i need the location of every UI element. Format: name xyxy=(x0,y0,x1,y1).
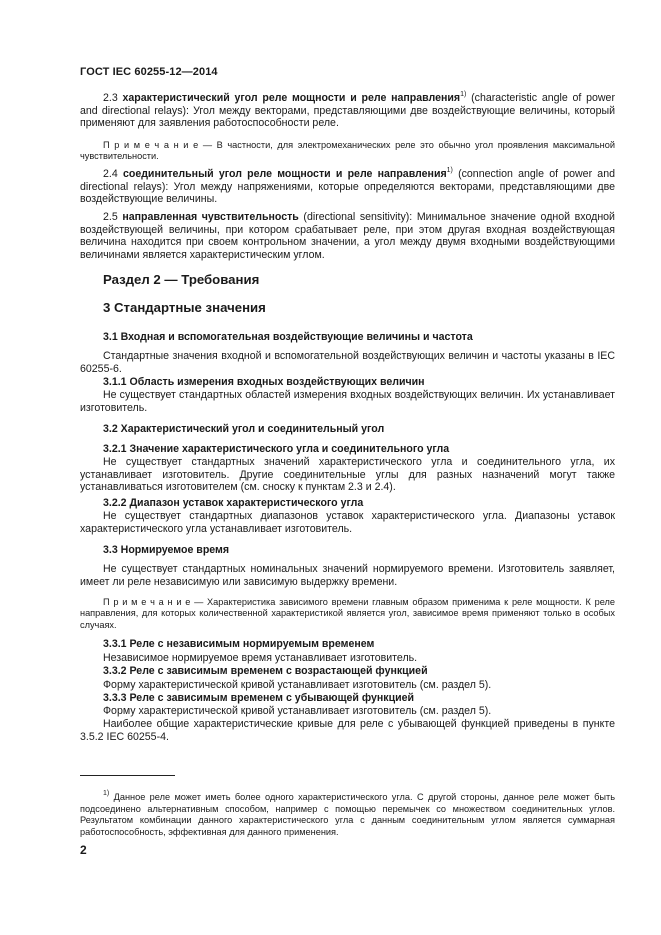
heading-3-1: 3.1 Входная и вспомогательная воздействующие величины и частота xyxy=(103,331,473,343)
section-2-title: Раздел 2 — Требования xyxy=(103,272,260,287)
heading-3-3: 3.3 Нормируемое время xyxy=(103,544,230,556)
para-3-1: Стандартные значения входной и вспомогательной воздействующих величин и частоты указаны в IEC 60255-6. xyxy=(80,350,615,375)
footnote-marker: 1) xyxy=(103,790,110,798)
note-2 xyxy=(80,597,615,631)
para-3-3-1: Независимое нормируемое время устанавливает изготовитель. xyxy=(103,652,418,664)
clause-number: 2.3 xyxy=(103,92,118,104)
note-label: П р и м е ч а н и е xyxy=(103,140,199,150)
term: соединительный угол реле мощности и реле направления xyxy=(122,168,447,180)
definition: (directional sensitivity): Минимальное значение одной входной воздействующей величины, при котором срабатывает реле, при этом другая входная воздействующая величина находится при своем контрольном значении, а угол между двумя входными воздействующими величинами является характеристическим углом. xyxy=(80,211,615,261)
para-3-3-2: Форму характеристической кривой устанавливает изготовитель (см. раздел 5). xyxy=(103,679,492,691)
footnote-ref: 1) xyxy=(460,91,467,98)
clause-number: 2.5 xyxy=(103,211,118,223)
para-3-3: Не существует стандартных номинальных значений нормируемого времени. Изготовитель заявляет, имеет ли реле независимую или зависимую выдержку времени. xyxy=(80,563,615,588)
clause-2-5 xyxy=(80,211,615,261)
para-3-2-2: Не существует стандартных диапазонов уставок характеристического угла. Диапазоны уставок характеристического угла устанавливает изготовитель. xyxy=(80,510,615,535)
heading-3-2-2: 3.2.2 Диапазон уставок характеристического угла xyxy=(103,497,364,509)
section-3-title: 3 Стандартные значения xyxy=(103,300,266,315)
heading-3-2: 3.2 Характеристический угол и соединительный угол xyxy=(103,423,385,435)
definition: (connection angle of power and directional relays): Угол между напряжениями, которые определяются векторами, представляющими две воздействующие величины. xyxy=(80,168,615,206)
footnote-separator xyxy=(80,775,175,776)
document-header: ГОСТ IEC 60255-12—2014 xyxy=(80,66,218,78)
footnote-ref: 1) xyxy=(446,167,453,174)
para-3-3-3a: Форму характеристической кривой устанавливает изготовитель (см. раздел 5). xyxy=(103,705,492,717)
note-label: П р и м е ч а н и е xyxy=(103,597,191,607)
para-3-2-1: Не существует стандартных значений характеристического угла и соединительного угла, их устанавливает изготовитель. Другие соединительные углы для разных назначений могут также устанавливаться изготовителем (см. сноску к пунктам 2.3 и 2.4). xyxy=(80,456,615,494)
term: направленная чувствительность xyxy=(122,211,299,223)
clause-2-4 xyxy=(80,168,615,206)
heading-3-1-1: 3.1.1 Область измерения входных воздействующих величин xyxy=(103,376,425,388)
heading-3-3-2: 3.3.2 Реле с зависимым временем с возрастающей функцией xyxy=(103,665,428,677)
footnote-text: Данное реле может иметь более одного характеристического угла. С другой стороны, данное реле может быть подсоединено альтернативным способом, например с помощью перемычек со множеством соединительных углов. Результатом комбинации данного характеристического угла с данным соединительным углом является суммарная работоспособность, эффективная для данного применения. xyxy=(80,792,615,837)
page-number: 2 xyxy=(80,843,87,857)
heading-3-2-1: 3.2.1 Значение характеристического угла и соединительного угла xyxy=(103,443,450,455)
para-3-3-3b: Наиболее общие характеристические кривые для реле с убывающей функцией приведены в пункте 3.5.2 IEC 60255-4. xyxy=(80,718,615,743)
footnote xyxy=(80,792,615,838)
heading-3-3-1: 3.3.1 Реле с независимым нормируемым временем xyxy=(103,638,375,650)
clause-2-3 xyxy=(80,92,615,130)
heading-3-3-3: 3.3.3 Реле с зависимым временем с убывающей функцией xyxy=(103,692,415,704)
term: характеристический угол реле мощности и реле направления xyxy=(122,92,461,104)
clause-number: 2.4 xyxy=(103,168,118,180)
definition: (characteristic angle of power and directional relays): Угол между векторами, представляющими две воздействующие величины, который применяют для заявления работоспособности реле. xyxy=(80,92,615,130)
note-1 xyxy=(80,140,615,163)
note-text: — Характеристика зависимого времени главным образом применима к реле мощности. К реле направления, для которых количественной характеристикой является угол, зависимое время применяют только в особых случаях. xyxy=(80,597,615,630)
note-text: — В частности, для электромеханических реле это обычно угол проявления максимальной чувствительности. xyxy=(80,140,615,162)
para-3-1-1: Не существует стандартных областей измерения входных воздействующих величин. Их устанавливает изготовитель. xyxy=(80,389,615,414)
